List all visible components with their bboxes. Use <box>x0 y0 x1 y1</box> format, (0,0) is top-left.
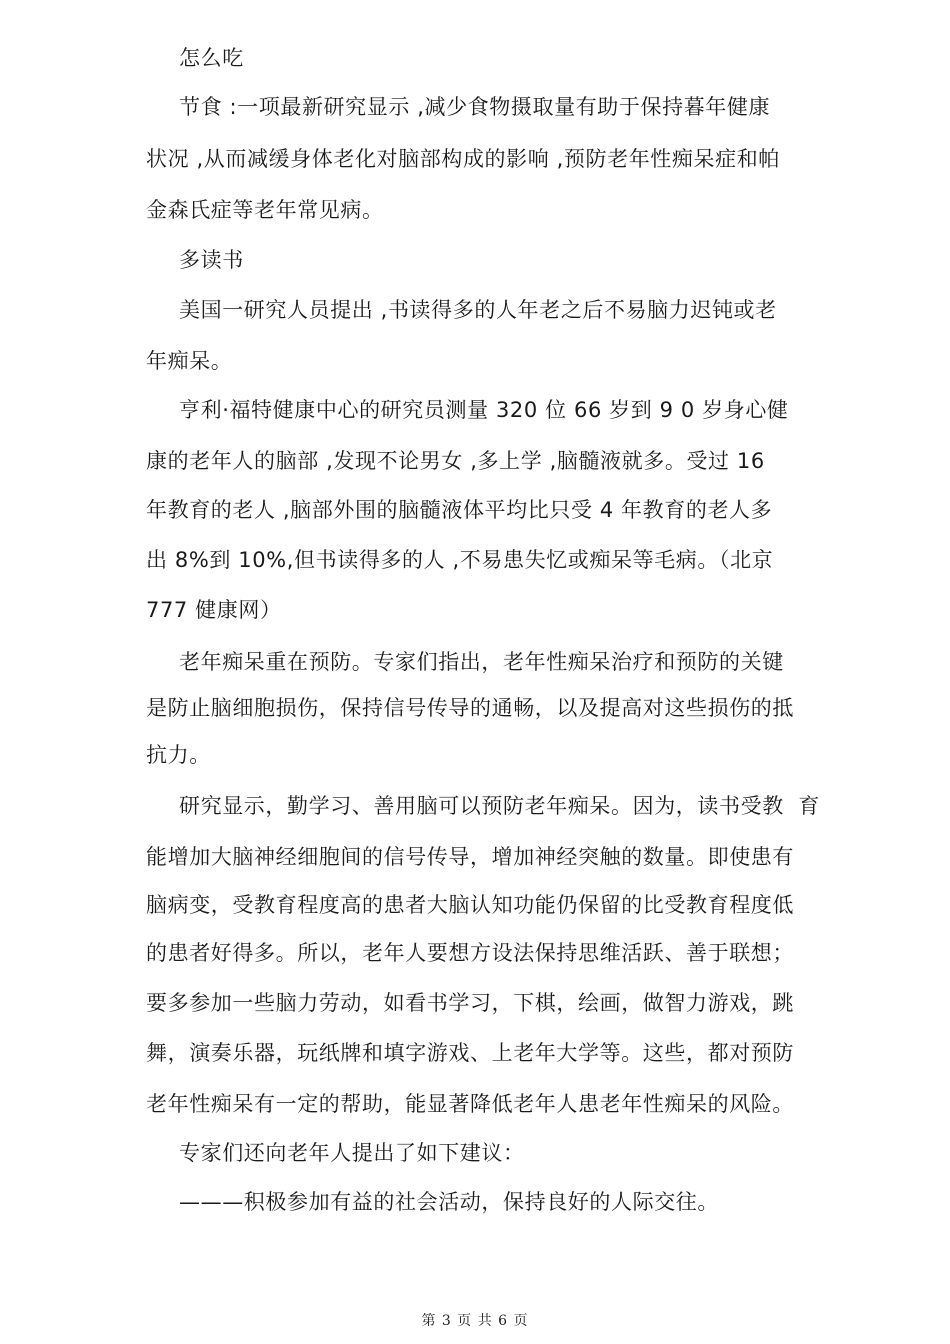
paragraph-line: 要多参加一些脑力劳动，如看书学习，下棋，绘画，做智力游戏，跳 <box>146 991 794 1015</box>
paragraph-line: 年痴呆。 <box>146 349 233 373</box>
paragraph-line: 抗力。 <box>146 743 211 767</box>
paragraph-line: 状况 ,从而减缓身体老化对脑部构成的影响 ,预防老年性痴呆症和帕 <box>146 147 780 171</box>
paragraph-line: 777 健康网） <box>146 598 282 622</box>
page-number-footer: 第 3 页 共 6 页 <box>421 1313 529 1329</box>
paragraph-line: 的患者好得多。所以，老年人要想方设法保持思维活跃、善于联想； <box>146 941 794 965</box>
paragraph-line: 研究显示，勤学习、善用脑可以预防老年痴呆。因为，读书受教 育 <box>179 794 820 818</box>
paragraph-line: 年教育的老人 ,脑部外围的脑髓液体平均比只受 4 年教育的老人多 <box>146 498 773 522</box>
paragraph-line: 美国一研究人员提出 ,书读得多的人年老之后不易脑力迟钝或老 <box>179 298 777 322</box>
paragraph-line: 专家们还向老年人提出了如下建议： <box>179 1141 525 1165</box>
paragraph-line: 老年性痴呆有一定的帮助，能显著降低老年人患老年性痴呆的风险。 <box>146 1092 794 1116</box>
paragraph-line: 老年痴呆重在预防。专家们指出，老年性痴呆治疗和预防的关键 <box>179 650 784 674</box>
paragraph-line: 出 8%到 10%,但书读得多的人 ,不易患失忆或痴呆等毛病。（北京 <box>146 548 774 572</box>
paragraph-line: 亨利·福特健康中心的研究员测量 320 位 66 岁到 9 0 岁身心健 <box>179 398 789 422</box>
heading-how-to-eat: 怎么吃 <box>179 46 244 70</box>
paragraph-line: 能增加大脑神经细胞间的信号传导，增加神经突触的数量。即使患有 <box>146 845 794 869</box>
paragraph-line: 节食 :一项最新研究显示 ,减少食物摄取量有助于保持暮年健康 <box>179 95 771 119</box>
paragraph-line: ———积极参加有益的社会活动，保持良好的人际交往。 <box>179 1190 719 1214</box>
paragraph-line: 康的老年人的脑部 ,发现不论男女 ,多上学 ,脑髓液就多。受过 16 <box>146 449 765 473</box>
paragraph-line: 是防止脑细胞损伤，保持信号传导的通畅，以及提高对这些损伤的抵 <box>146 696 794 720</box>
paragraph-line: 金森氏症等老年常见病。 <box>146 198 384 222</box>
heading-read-more: 多读书 <box>179 248 244 272</box>
paragraph-line: 脑病变，受教育程度高的患者大脑认知功能仍保留的比受教育程度低 <box>146 893 794 917</box>
paragraph-line: 舞，演奏乐器，玩纸牌和填字游戏、上老年大学等。这些，都对预防 <box>146 1041 794 1065</box>
